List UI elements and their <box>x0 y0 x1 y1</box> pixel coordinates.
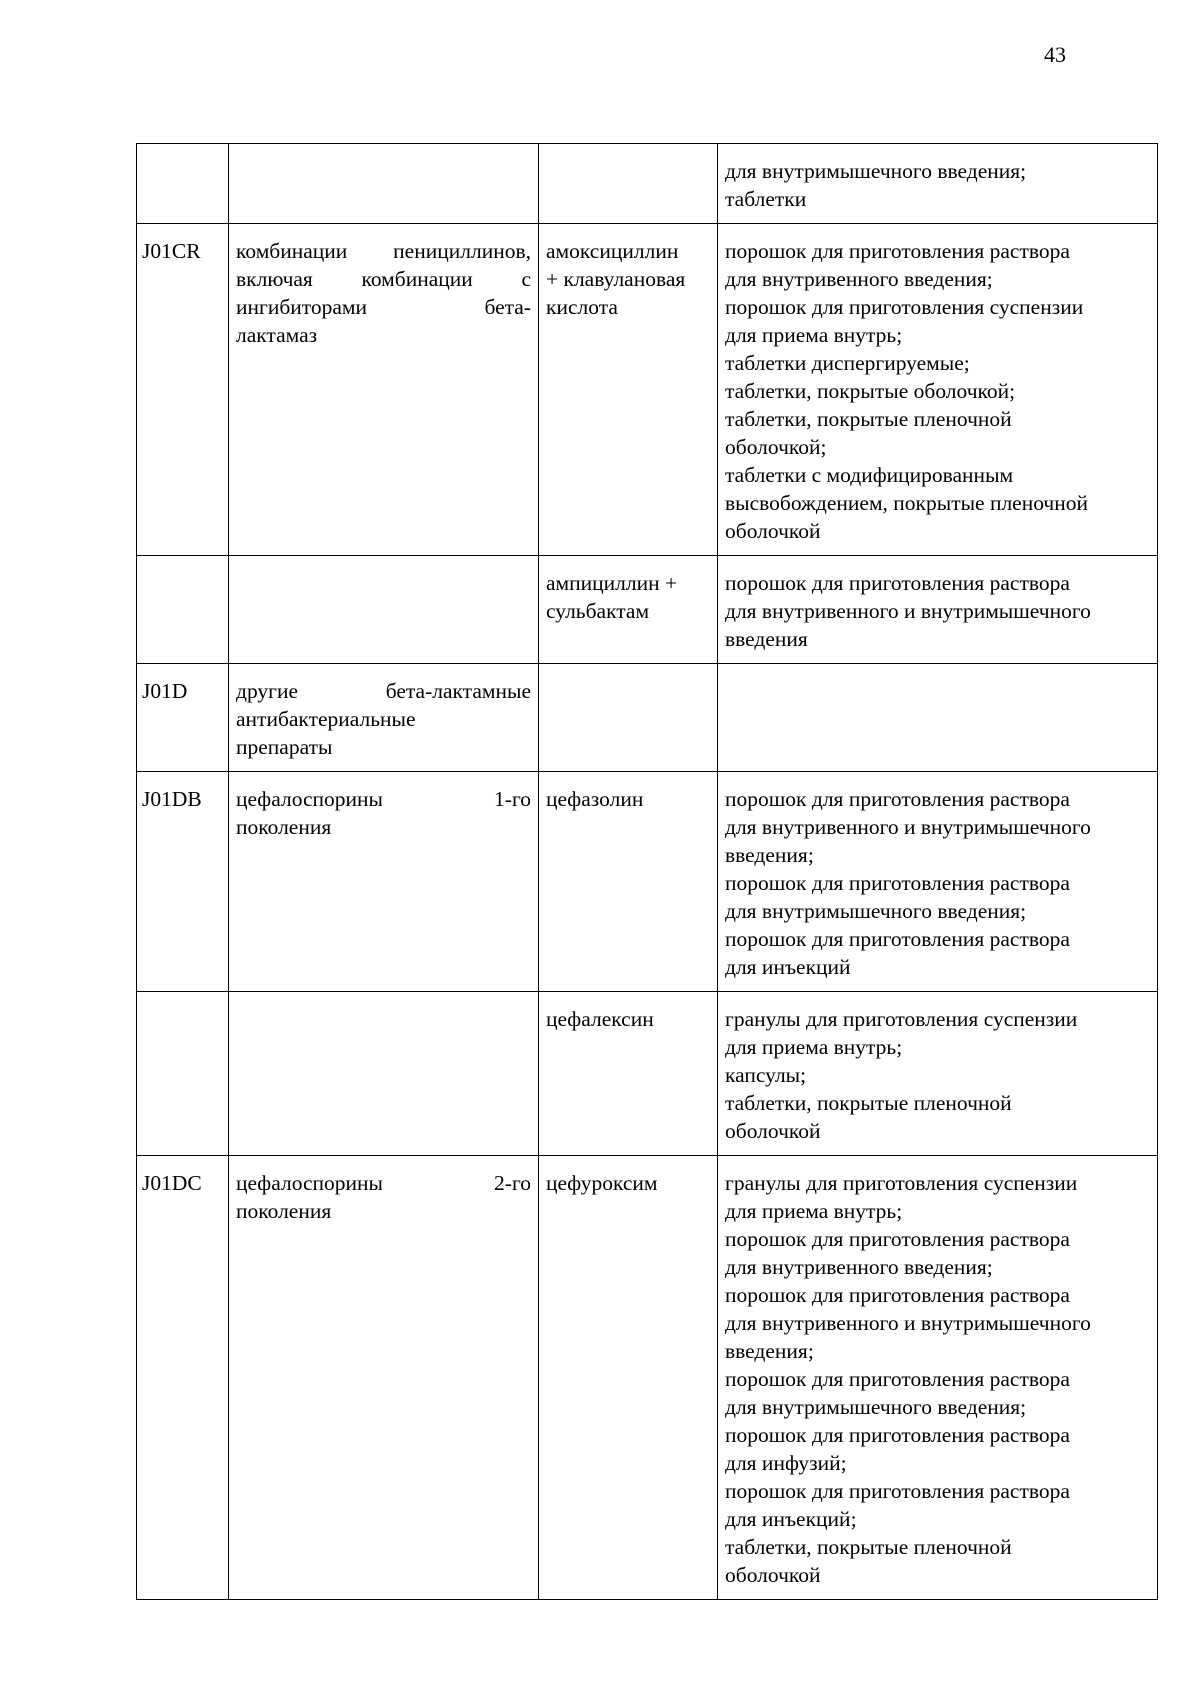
dosage-form-line: для внутривенного введения; <box>725 267 993 291</box>
drug-name-cell <box>539 144 718 224</box>
dosage-forms-cell <box>718 224 1158 556</box>
dosage-form-line: для инъекций <box>725 955 851 979</box>
atc-code-cell: J01DB <box>137 772 229 992</box>
dosage-form-line: оболочкой <box>725 1563 821 1587</box>
dosage-form-line: порошок для приготовления суспензии <box>725 295 1084 319</box>
drug-name-cell <box>539 992 718 1156</box>
group-name-cell <box>229 992 539 1156</box>
table-row <box>137 144 1158 224</box>
table-row <box>137 664 1158 772</box>
dosage-form-line: введения; <box>725 843 814 867</box>
drug-name-line: ампициллин + <box>546 571 678 595</box>
drug-name-line: цефалексин <box>546 1007 654 1031</box>
group-name-cell <box>229 144 539 224</box>
group-name-line: включая комбинации с <box>236 267 531 291</box>
drug-name-cell <box>539 664 718 772</box>
group-name-cell <box>229 1156 539 1600</box>
group-name-line: поколения <box>236 1199 332 1223</box>
dosage-form-line: порошок для приготовления раствора <box>725 787 1070 811</box>
group-name-line: цефалоспорины 2-го <box>236 1171 531 1195</box>
dosage-form-line: порошок для приготовления раствора <box>725 927 1070 951</box>
dosage-form-line: оболочкой <box>725 1119 821 1143</box>
dosage-form-line: таблетки диспергируемые; <box>725 351 970 375</box>
dosage-form-line: для инфузий; <box>725 1451 847 1475</box>
atc-code-cell <box>137 144 229 224</box>
group-name-line: комбинации пенициллинов, <box>236 239 531 263</box>
group-name-line: поколения <box>236 815 332 839</box>
drug-name-line: кислота <box>546 295 618 319</box>
group-name-line: антибактериальные <box>236 707 416 731</box>
dosage-form-line: таблетки с модифицированным <box>725 463 1014 487</box>
dosage-form-line: порошок для приготовления раствора <box>725 239 1070 263</box>
dosage-form-line: введения <box>725 627 808 651</box>
drug-name-cell <box>539 556 718 664</box>
group-name-cell <box>229 772 539 992</box>
dosage-form-line: оболочкой <box>725 519 821 543</box>
dosage-form-line: для инъекций; <box>725 1507 857 1531</box>
dosage-form-line: для внутривенного и внутримышечного <box>725 815 1091 839</box>
drug-name-line: амоксициллин <box>546 239 679 263</box>
drug-name-cell <box>539 1156 718 1600</box>
table-row <box>137 1156 1158 1600</box>
dosage-form-line: для приема внутрь; <box>725 1199 903 1223</box>
drug-name-line: сульбактам <box>546 599 650 623</box>
table-row <box>137 556 1158 664</box>
dosage-forms-cell <box>718 556 1158 664</box>
dosage-form-line: таблетки, покрытые пленочной <box>725 407 1012 431</box>
group-name-line: лактамаз <box>236 323 318 347</box>
dosage-forms-cell <box>718 144 1158 224</box>
group-name-line: цефалоспорины 1-го <box>236 787 531 811</box>
dosage-form-line: для внутривенного и внутримышечного <box>725 599 1091 623</box>
dosage-form-line: порошок для приготовления раствора <box>725 871 1070 895</box>
dosage-form-line: порошок для приготовления раствора <box>725 1423 1070 1447</box>
dosage-forms-cell <box>718 992 1158 1156</box>
dosage-form-line: таблетки, покрытые пленочной <box>725 1091 1012 1115</box>
group-name-line: ингибиторами бета- <box>236 295 531 319</box>
dosage-form-line: для внутримышечного введения; <box>725 899 1027 923</box>
table-row <box>137 772 1158 992</box>
dosage-form-line: для внутримышечного введения; <box>725 159 1027 183</box>
drug-name-cell <box>539 224 718 556</box>
dosage-form-line: высвобождением, покрытые пленочной <box>725 491 1089 515</box>
dosage-form-line: оболочкой; <box>725 435 827 459</box>
dosage-forms-cell <box>718 772 1158 992</box>
drug-name-cell <box>539 772 718 992</box>
atc-code-cell: J01DC <box>137 1156 229 1600</box>
dosage-form-line: введения; <box>725 1339 814 1363</box>
table-row <box>137 992 1158 1156</box>
dosage-form-line: таблетки <box>725 187 807 211</box>
dosage-forms-cell <box>718 664 1158 772</box>
group-name-cell <box>229 224 539 556</box>
group-name-line: препараты <box>236 735 333 759</box>
table-body <box>137 144 1158 1600</box>
dosage-form-line: гранулы для приготовления суспензии <box>725 1007 1078 1031</box>
table-row <box>137 224 1158 556</box>
dosage-form-line: таблетки, покрытые оболочкой; <box>725 379 1016 403</box>
atc-code-cell <box>137 992 229 1156</box>
group-name-line: другие бета-лактамные <box>236 679 531 703</box>
dosage-form-line: таблетки, покрытые пленочной <box>725 1535 1012 1559</box>
dosage-form-line: для внутривенного и внутримышечного <box>725 1311 1091 1335</box>
atc-code-cell <box>137 556 229 664</box>
drug-name-line: + клавулановая <box>546 267 686 291</box>
dosage-form-line: для приема внутрь; <box>725 323 903 347</box>
dosage-forms-cell <box>718 1156 1158 1600</box>
drug-classification-table <box>136 143 1158 1600</box>
atc-code-cell: J01CR <box>137 224 229 556</box>
drug-name-line: цефазолин <box>546 787 644 811</box>
dosage-form-line: порошок для приготовления раствора <box>725 1283 1070 1307</box>
dosage-form-line: капсулы; <box>725 1063 807 1087</box>
group-name-cell <box>229 664 539 772</box>
dosage-form-line: для приема внутрь; <box>725 1035 903 1059</box>
atc-code-cell: J01D <box>137 664 229 772</box>
dosage-form-line: порошок для приготовления раствора <box>725 1227 1070 1251</box>
dosage-form-line: для внутривенного введения; <box>725 1255 993 1279</box>
dosage-form-line: гранулы для приготовления суспензии <box>725 1171 1078 1195</box>
dosage-form-line: порошок для приготовления раствора <box>725 1479 1070 1503</box>
dosage-form-line: порошок для приготовления раствора <box>725 571 1070 595</box>
group-name-cell <box>229 556 539 664</box>
dosage-form-line: порошок для приготовления раствора <box>725 1367 1070 1391</box>
page-number: 43 <box>1044 42 1066 67</box>
drug-name-line: цефуроксим <box>546 1171 658 1195</box>
dosage-form-line: для внутримышечного введения; <box>725 1395 1027 1419</box>
